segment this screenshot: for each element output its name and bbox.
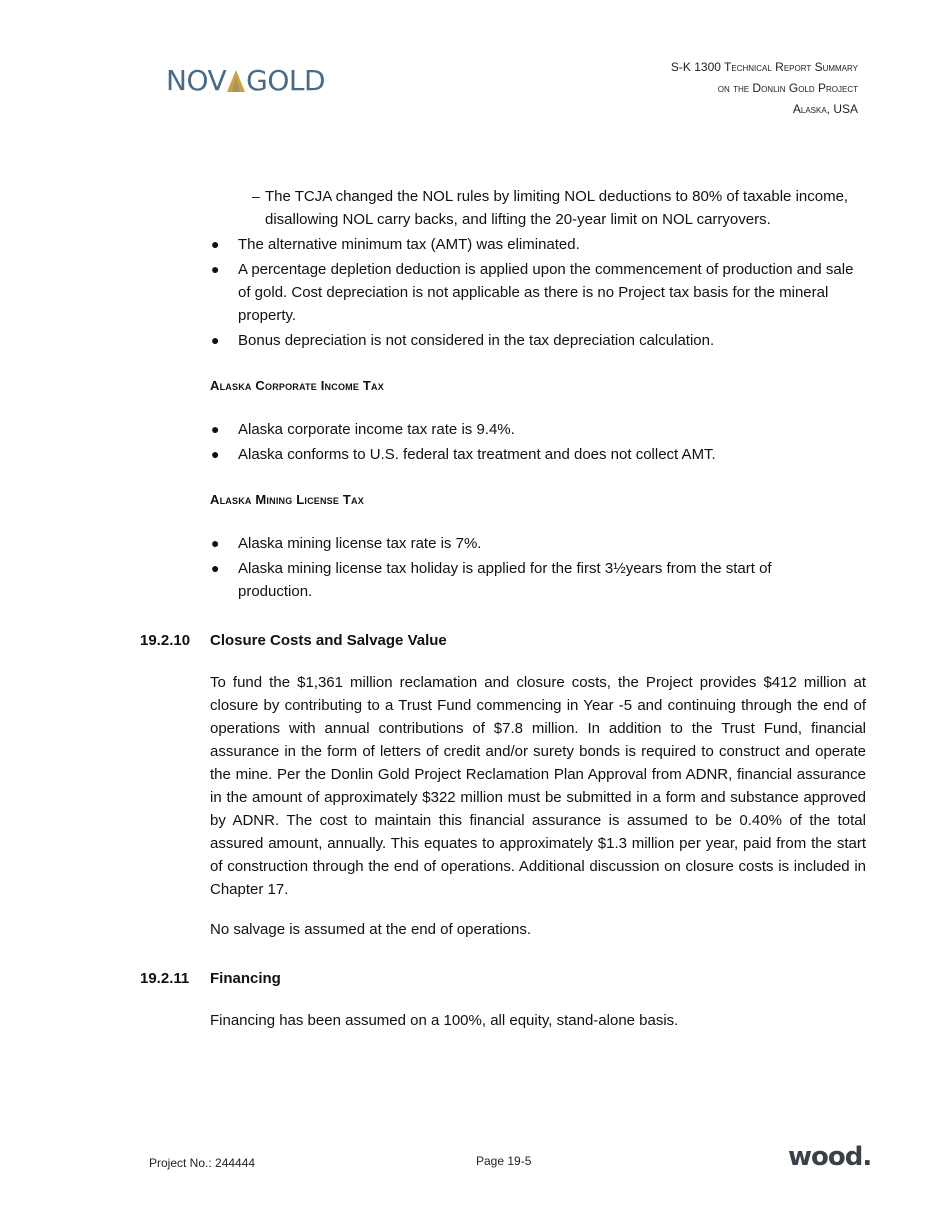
list-item bbox=[211, 532, 865, 555]
dash-marker: – bbox=[252, 188, 260, 204]
tcja-sub-bullet-text: The TCJA changed the NOL rules by limiting NOL deductions to 80% of taxable income, disallowing NOL carry backs, and lifting the 20-year limit on NOL carryovers. bbox=[265, 188, 849, 228]
closure-paragraph-2: No salvage is assumed at the end of operations. bbox=[210, 921, 532, 938]
section-number-financing: 19.2.11 bbox=[140, 970, 190, 987]
bullet-icon: ● bbox=[211, 236, 220, 252]
page-number: Page 19-5 bbox=[476, 1154, 532, 1168]
bullet-icon: ● bbox=[211, 421, 220, 437]
financing-paragraph: Financing has been assumed on a 100%, all equity, stand-alone basis. bbox=[210, 1012, 679, 1029]
section-number-closure: 19.2.10 bbox=[140, 632, 191, 649]
logo-text-right: GOLD bbox=[246, 64, 326, 97]
wood-logo bbox=[788, 1142, 871, 1172]
bullet-icon: ● bbox=[211, 332, 220, 348]
list-item bbox=[211, 418, 865, 441]
logo-text-left: NOV bbox=[166, 64, 227, 97]
list-item-text: Alaska mining license tax holiday is applied for the first 3½years from the start of production. bbox=[238, 560, 772, 600]
bullet-icon: ● bbox=[211, 560, 220, 576]
list-item-text: Alaska mining license tax rate is 7%. bbox=[238, 535, 482, 552]
header-line-2: on the Donlin Gold Project bbox=[717, 81, 858, 95]
list-item-text: The alternative minimum tax (AMT) was eliminated. bbox=[238, 236, 580, 253]
wood-logo-text: wood bbox=[788, 1142, 863, 1172]
list-item bbox=[211, 233, 865, 256]
wood-logo-dot: . bbox=[862, 1142, 872, 1172]
header-line-3: Alaska, USA bbox=[792, 102, 858, 116]
alaska-corporate-heading: Alaska Corporate Income Tax bbox=[210, 378, 384, 393]
section-title-financing: Financing bbox=[210, 970, 281, 987]
list-item-text: Bonus depreciation is not considered in the tax depreciation calculation. bbox=[238, 332, 715, 349]
alaska-mining-heading: Alaska Mining License Tax bbox=[210, 492, 364, 507]
project-number: Project No.: 244444 bbox=[149, 1156, 256, 1170]
closure-paragraph-1: To fund the $1,361 million reclamation and closure costs, the Project provides $412 million at closure by contributing to a Trust Fund commencing in Year -5 and continuing through the end of operations with annual contributions of $7.8 million. In addition to the Trust Fund, financial assurance in the form of letters of credit and/or surety bonds is required to construct and operate the mine. Per the Donlin Gold Project Reclamation Plan Approval from ADNR, financial assurance in the amount of approximately $322 million must be submitted in a form and substance approved by ADNR. The cost to maintain this financial assurance is assumed to be 0.40% of the total assured amount, annually. This equates to approximately $1.3 million per year, paid from the start of construction through the end of operations. Additional discussion on closure costs is included in Chapter 17. bbox=[210, 674, 866, 898]
list-item bbox=[211, 258, 865, 327]
list-item bbox=[211, 443, 865, 466]
list-item-text: A percentage depletion deduction is applied upon the commencement of production and sale of gold. Cost depreciation is not applicable as there is no Project tax basis for the mineral property. bbox=[238, 261, 854, 324]
list-item bbox=[211, 329, 865, 352]
logo-triangle-icon bbox=[226, 64, 246, 98]
list-item-text: Alaska conforms to U.S. federal tax treatment and does not collect AMT. bbox=[238, 446, 716, 463]
list-item bbox=[211, 557, 818, 603]
tcja-sub-bullet bbox=[252, 185, 865, 231]
bullet-icon: ● bbox=[211, 261, 220, 277]
header-line-1: S-K 1300 Technical Report Summary bbox=[670, 60, 858, 74]
bullet-icon: ● bbox=[211, 535, 220, 551]
bullet-icon: ● bbox=[211, 446, 220, 462]
section-title-closure: Closure Costs and Salvage Value bbox=[210, 632, 447, 649]
list-item-text: Alaska corporate income tax rate is 9.4%. bbox=[238, 421, 515, 438]
novagold-logo bbox=[166, 64, 325, 98]
